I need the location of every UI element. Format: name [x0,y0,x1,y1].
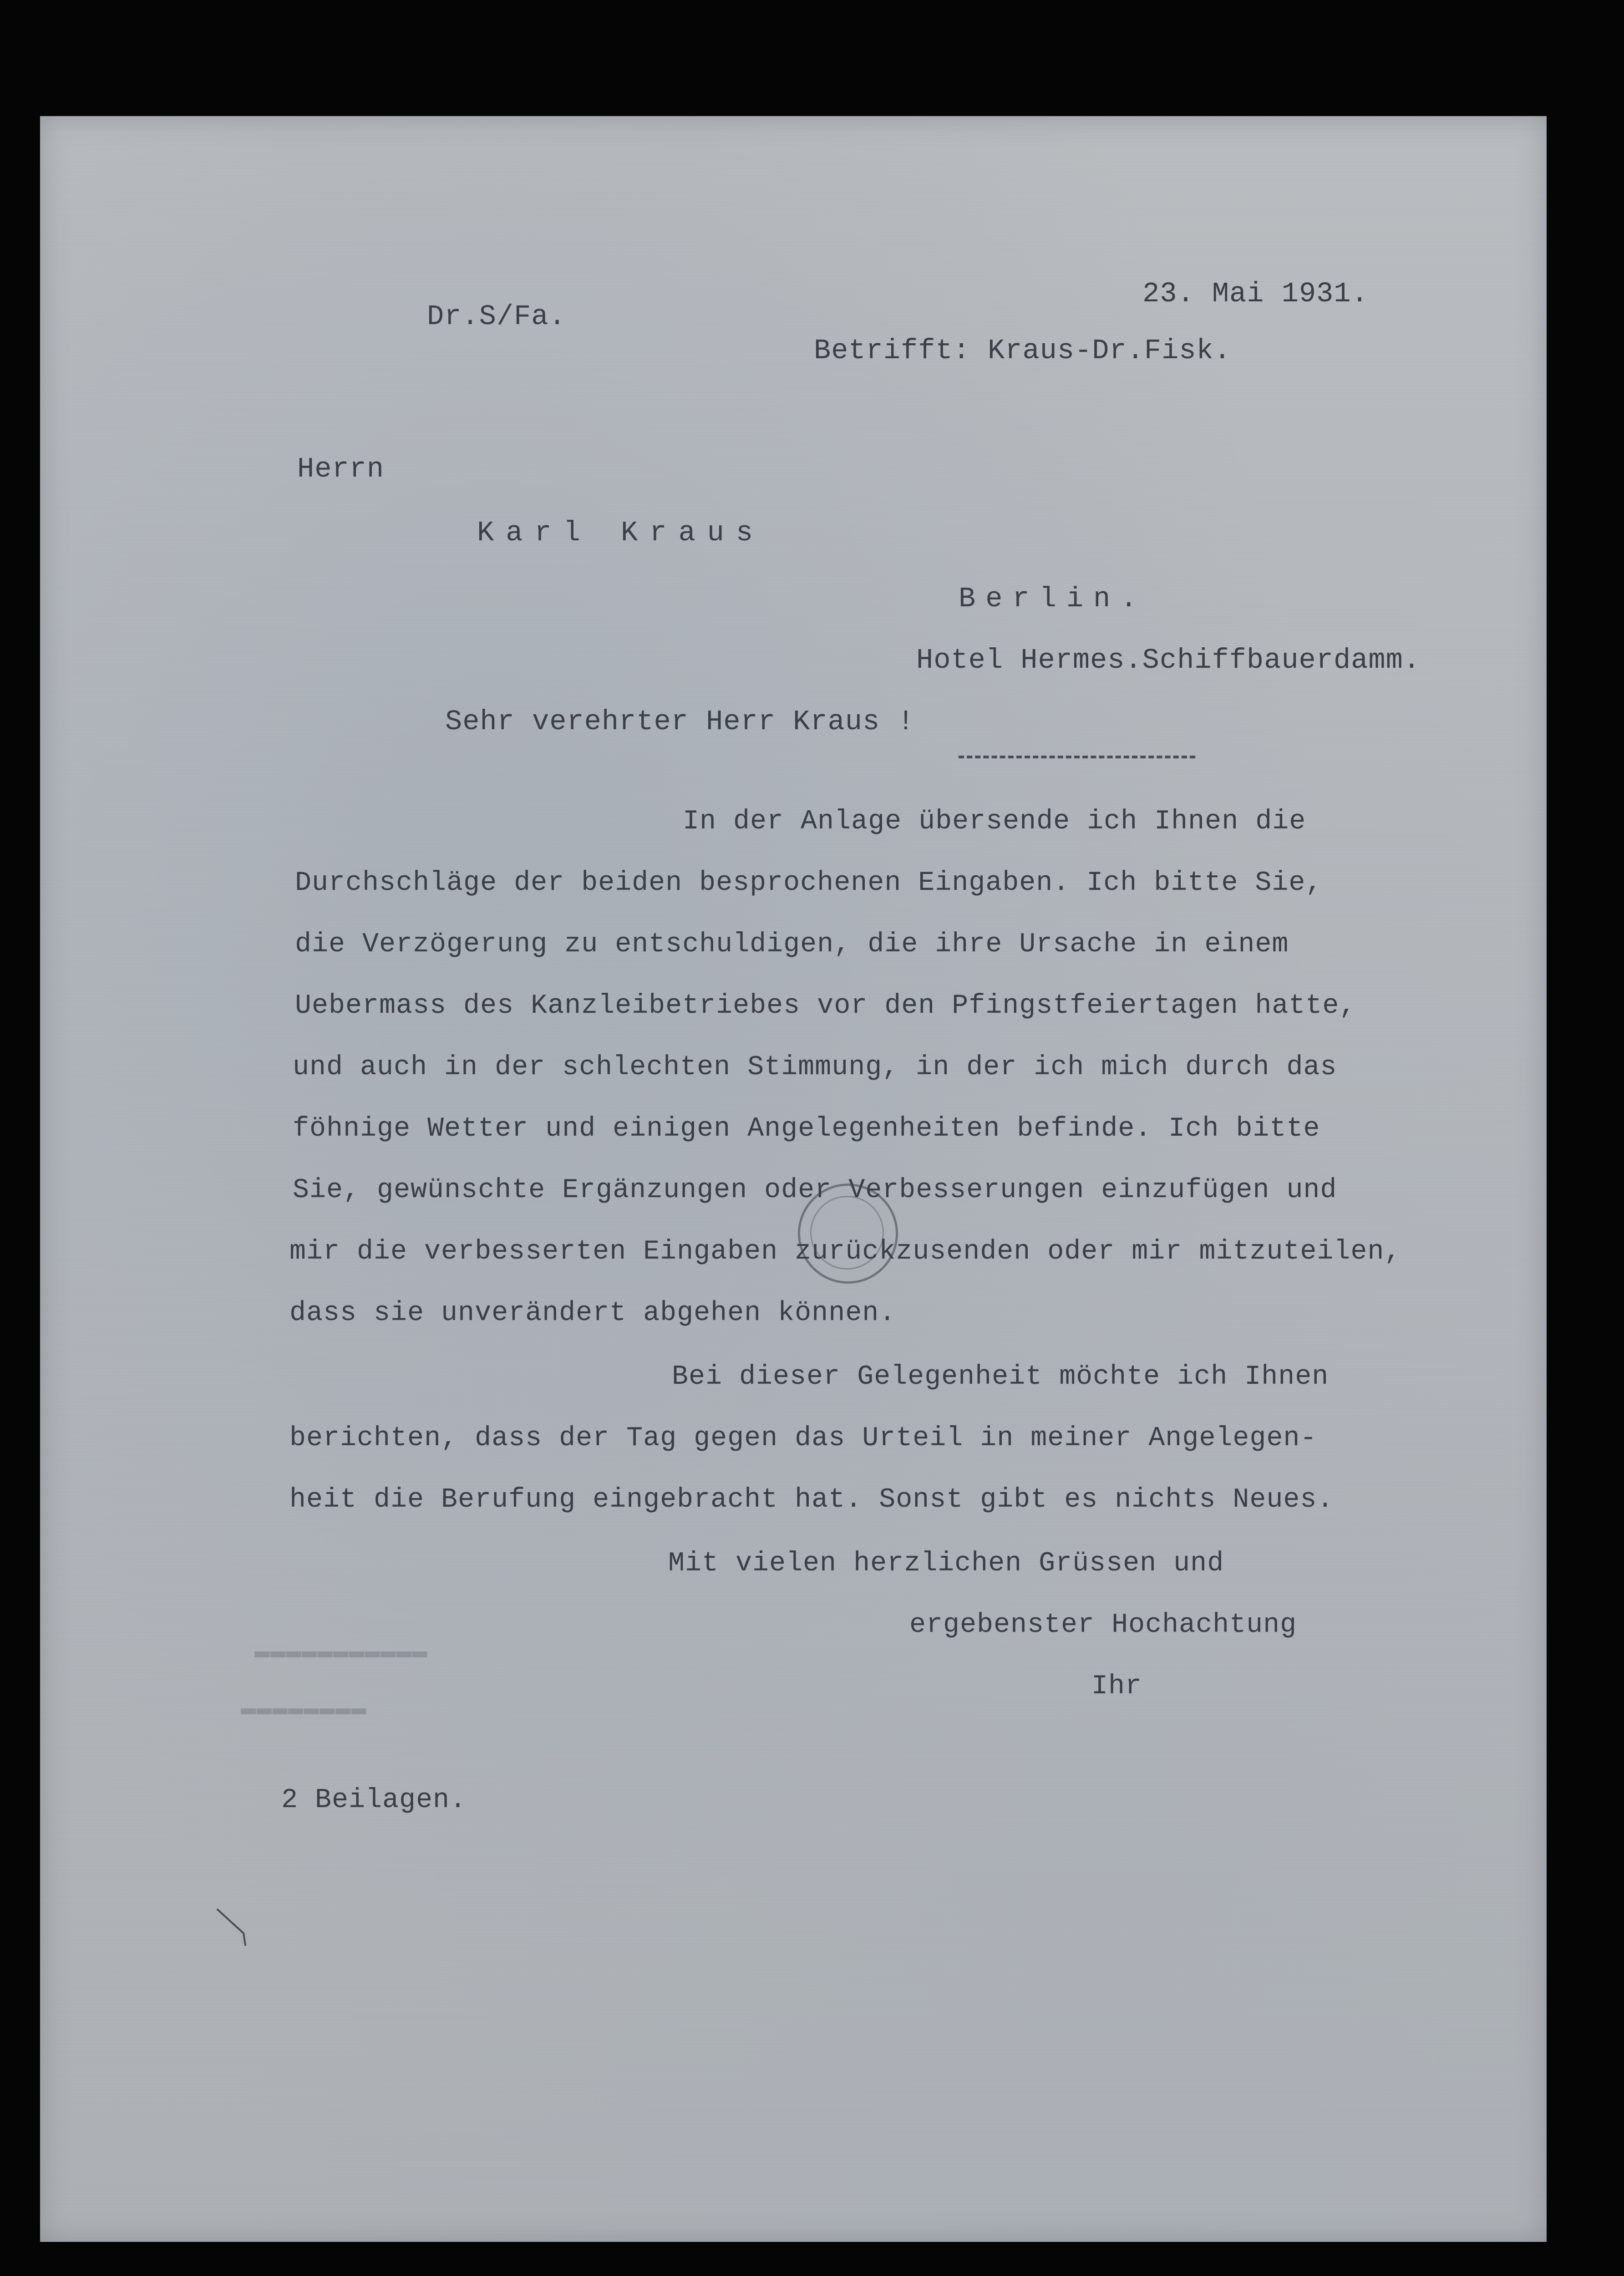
greeting: Sehr verehrter Herr Kraus ! [445,706,915,738]
body-line: dass sie unverändert abgehen können. [289,1298,896,1329]
ink-stamp [798,1184,898,1284]
body-line: föhnige Wetter und einigen Angelegenheiten befinde. Ich bitte [293,1113,1320,1144]
bleed-through-mark-2: ▬▬▬▬▬▬▬▬ [240,1694,366,1723]
body-line: und auch in der schlechten Stimmung, in der ich mich durch das [293,1052,1337,1083]
recipient-address: Hotel Hermes.Schiffbauerdamm. [916,644,1421,676]
pencil-tick-mark [215,1905,256,1946]
recipient-name: Karl Kraus [477,517,765,549]
recipient-salutation: Herrn [297,453,385,485]
body-line: heit die Berufung eingebracht hat. Sonst gibt es nichts Neues. [289,1484,1334,1515]
paper-sheet [40,116,1547,2242]
body-line: Bei dieser Gelegenheit möchte ich Ihnen [672,1362,1329,1392]
body-line: berichten, dass der Tag gegen das Urteil in meiner Angelegen- [289,1423,1317,1454]
closing-line: ergebenster Hochachtung [909,1610,1297,1641]
closing-signature: Ihr [1091,1671,1142,1702]
closing-line: Mit vielen herzlichen Grüssen und [668,1548,1224,1579]
enclosures-note: 2 Beilagen. [281,1785,467,1816]
bleed-through-mark-1: ▬▬▬▬▬▬▬▬▬▬▬ [254,1637,427,1666]
reference-code: Dr.S/Fa. [427,300,566,333]
letter-date: 23. Mai 1931. [1142,278,1369,310]
body-line: die Verzögerung zu entschuldigen, die ihre Ursache in einem [295,929,1289,960]
body-line: Durchschläge der beiden besprochenen Eingaben. Ich bitte Sie, [295,868,1323,899]
body-line: Uebermass des Kanzleibetriebes vor den Pfingstfeiertagen hatte, [295,991,1356,1021]
body-line: mir die verbesserten Eingaben zurückzusenden oder mir mitzuteilen, [289,1236,1401,1267]
body-line: In der Anlage übersende ich Ihnen die [683,806,1306,837]
city-underline [959,756,1195,758]
body-line: Sie, gewünschte Ergänzungen oder Verbesserungen einzufügen und [293,1175,1337,1206]
subject-line: Betrifft: Kraus-Dr.Fisk. [814,335,1231,367]
recipient-city: Berlin. [959,583,1147,615]
